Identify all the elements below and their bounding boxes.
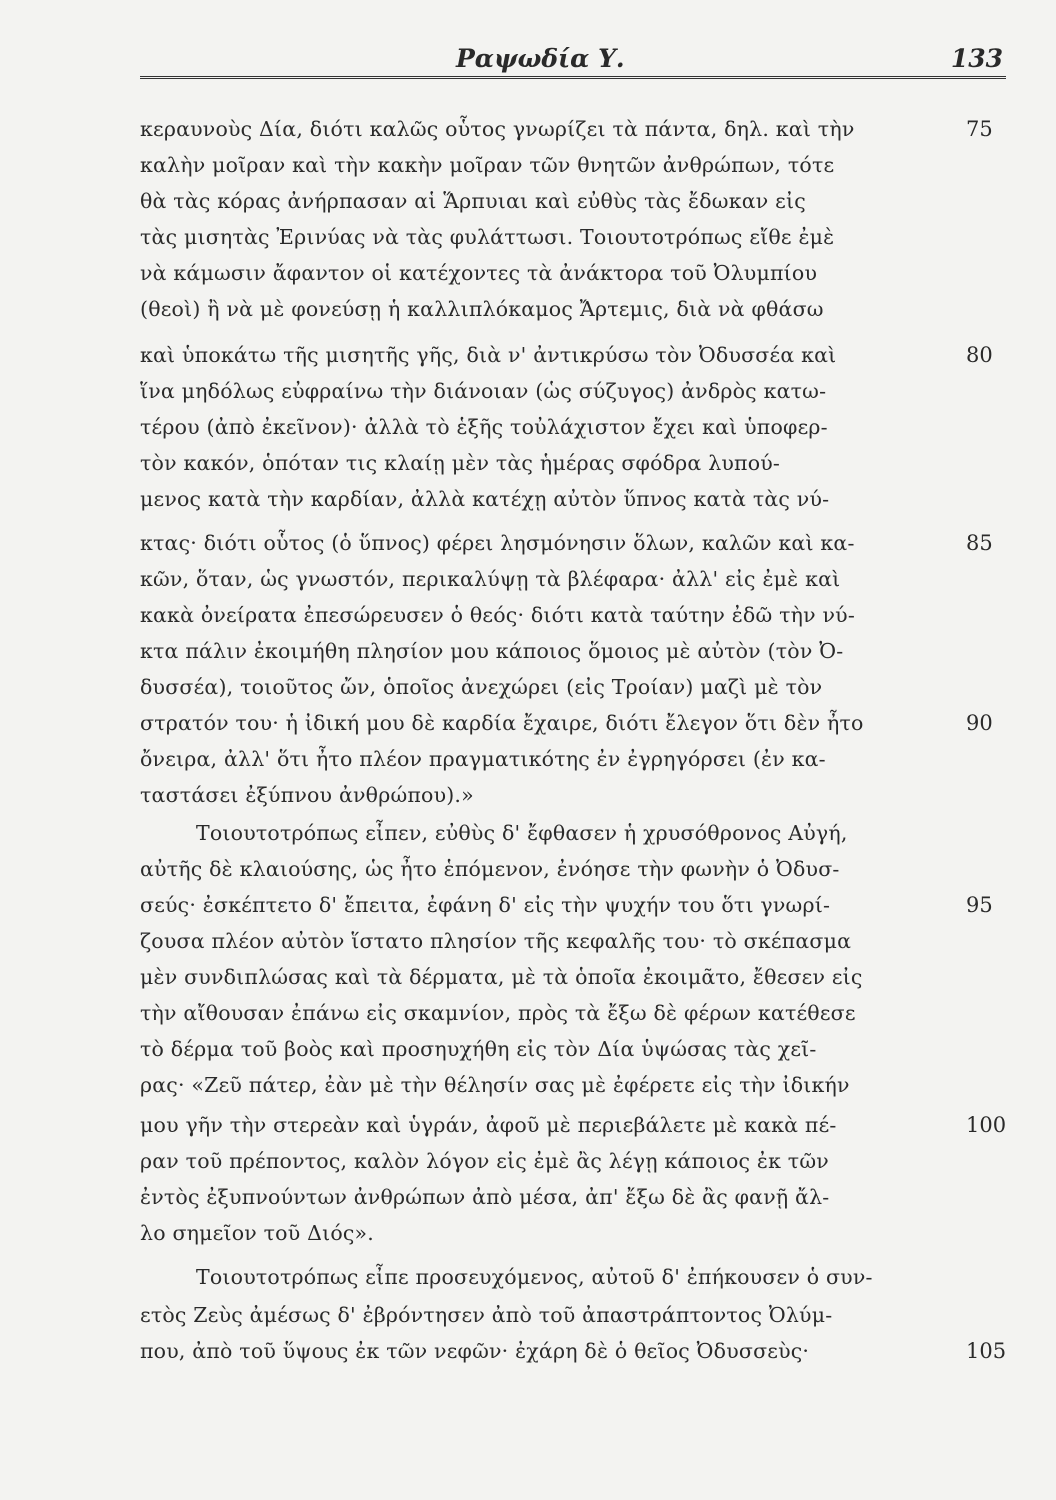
text-line: ζουσα πλέον αὐτὸν ἵστατο πλησίον τῆς κεφαλῆς του· τὸ σκέπασμα [140,929,852,953]
text-line: θὰ τὰς κόρας ἀνήρπασαν αἱ Ἅρπυιαι καὶ εὐθὺς τὰς ἔδωκαν εἰς [140,189,806,213]
text-line: που, ἀπὸ τοῦ ὕψους ἐκ τῶν νεφῶν· ἐχάρη δὲ ὁ θεῖος Ὀδυσσεὺς· [140,1339,810,1363]
text-line: αὐτῆς δὲ κλαιούσης, ὡς ἦτο ἑπόμενον, ἐνόησε τὴν φωνὴν ὁ Ὀδυσ- [140,857,840,881]
text-line: τέρου (ἀπὸ ἐκεῖνον)· ἀλλὰ τὸ ἑξῆς τοὐλάχιστον ἔχει καὶ ὑποφερ- [140,415,828,439]
text-line: νὰ κάμωσιν ἄφαντον οἱ κατέχοντες τὰ ἀνάκτορα τοῦ Ὀλυμπίου [140,261,818,285]
text-line: (θεοὶ) ἢ νὰ μὲ φονεύσῃ ἡ καλλιπλόκαμος Ἄρτεμις, διὰ νὰ φθάσω [140,297,824,321]
text-line: κῶν, ὅταν, ὡς γνωστόν, περικαλύψῃ τὰ βλέφαρα· ἀλλ' εἰς ἐμὲ καὶ [140,567,841,591]
text-line: Τοιουτοτρόπως εἶπε προσευχόμενος, αὐτοῦ δ' ἐπήκουσεν ὁ συν- [196,1265,873,1289]
page-number: 133 [950,44,1003,73]
text-line: Τοιουτοτρόπως εἶπεν, εὐθὺς δ' ἔφθασεν ἡ χρυσόθρονος Αὐγή, [196,821,848,845]
line-number: 95 [966,893,993,917]
text-line: τὸ δέρμα τοῦ βοὸς καὶ προσηυχήθη εἰς τὸν Δία ὑψώσας τὰς χεῖ- [140,1037,817,1061]
text-line: τὴν αἴθουσαν ἐπάνω εἰς σκαμνίον, πρὸς τὰ ἔξω δὲ φέρων κατέθεσε [140,1001,856,1025]
text-line: ραν τοῦ πρέποντος, καλὸν λόγον εἰς ἐμὲ ἂς λέγῃ κάποιος ἐκ τῶν [140,1149,829,1173]
line-number: 80 [966,343,993,367]
text-line: καὶ ὑποκάτω τῆς μισητῆς γῆς, διὰ ν' ἀντικρύσω τὸν Ὀδυσσέα καὶ [140,343,837,367]
text-line: κεραυνοὺς Δία, διότι καλῶς οὗτος γνωρίζει τὰ πάντα, δηλ. καὶ τὴν [140,117,855,141]
text-line: ετὸς Ζεὺς ἀμέσως δ' ἐβρόντησεν ἀπὸ τοῦ ἀπαστράπτοντος Ὀλύμ- [140,1303,833,1327]
line-number: 75 [966,117,993,141]
text-line: σεύς· ἐσκέπτετο δ' ἔπειτα, ἐφάνη δ' εἰς τὴν ψυχήν του ὅτι γνωρί- [140,893,831,917]
line-number: 90 [966,711,993,735]
text-line: ταστάσει ἐξύπνου ἀνθρώπου).» [140,783,474,807]
text-line: μενος κατὰ τὴν καρδίαν, ἀλλὰ κατέχῃ αὐτὸν ὕπνος κατὰ τὰς νύ- [140,487,830,511]
text-line: κτας· διότι οὗτος (ὁ ὕπνος) φέρει λησμόνησιν ὅλων, καλῶν καὶ κα- [140,531,855,555]
text-line: ὄνειρα, ἀλλ' ὅτι ἦτο πλέον πραγματικότης ἐν ἐγρηγόρσει (ἐν κα- [140,747,826,771]
text-line: τὰς μισητὰς Ἐρινύας νὰ τὰς φυλάττωσι. Τοιουτοτρόπως εἴθε ἐμὲ [140,225,835,249]
text-line: κακὰ ὀνείρατα ἐπεσώρευσεν ὁ θεός· διότι κατὰ ταύτην ἐδῶ τὴν νύ- [140,603,855,627]
text-line: μὲν συνδιπλώσας καὶ τὰ δέρματα, μὲ τὰ ὁποῖα ἐκοιμᾶτο, ἔθεσεν εἰς [140,965,863,989]
text-line: καλὴν μοῖραν καὶ τὴν κακὴν μοῖραν τῶν θνητῶν ἀνθρώπων, τότε [140,153,835,177]
text-line: κτα πάλιν ἐκοιμήθη πλησίον μου κάποιος ὅμοιος μὲ αὐτὸν (τὸν Ὀ- [140,639,844,663]
text-line: τὸν κακόν, ὁπόταν τις κλαίῃ μὲν τὰς ἡμέρας σφόδρα λυπού- [140,451,781,475]
line-number: 105 [966,1339,1007,1363]
text-line: στρατόν του· ἡ ἰδική μου δὲ καρδία ἔχαιρε, διότι ἔλεγον ὅτι δὲν ἦτο [140,711,864,735]
page-header [140,40,1006,74]
running-title: Ραψωδία Υ. [456,44,625,73]
text-line: μου γῆν τὴν στερεὰν καὶ ὑγράν, ἀφοῦ μὲ περιεβάλετε μὲ κακὰ πέ- [140,1113,837,1137]
text-line: ἐντὸς ἐξυπνούντων ἀνθρώπων ἀπὸ μέσα, ἀπ' ἔξω δὲ ἂς φανῇ ἄλ- [140,1185,830,1209]
line-number: 100 [966,1113,1007,1137]
text-line: ἵνα μηδόλως εὐφραίνω τὴν διάνοιαν (ὡς σύζυγος) ἀνδρὸς κατω- [140,379,827,403]
text-line: λο σημεῖον τοῦ Διός». [140,1221,375,1245]
line-number: 85 [966,531,993,555]
text-line: ρας· «Ζεῦ πάτερ, ἐὰν μὲ τὴν θέλησίν σας μὲ ἐφέρετε εἰς τὴν ἰδικήν [140,1073,850,1097]
text-line: δυσσέα), τοιοῦτος ὤν, ὁποῖος ἀνεχώρει (εἰς Τροίαν) μαζὶ μὲ τὸν [140,675,823,699]
header-rule [140,76,1006,79]
